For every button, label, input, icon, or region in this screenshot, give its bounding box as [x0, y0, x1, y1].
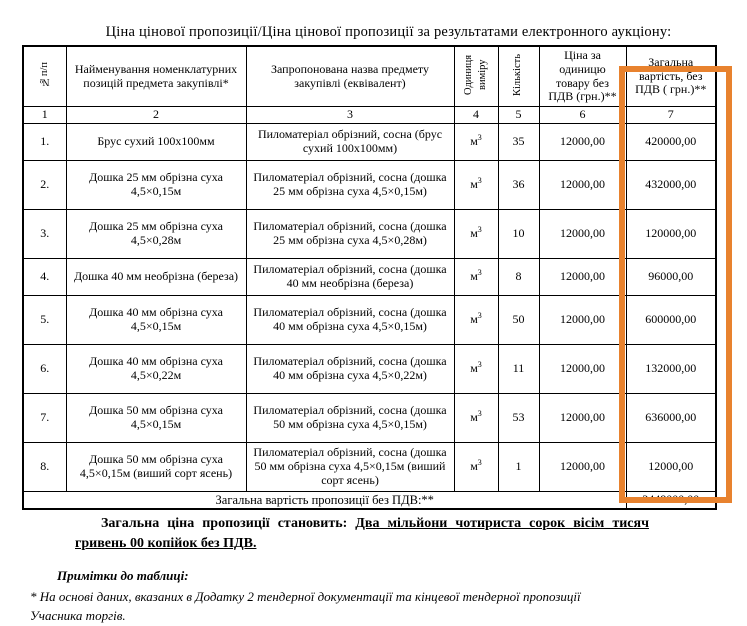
- item-name: Брус сухий 100х100мм: [66, 124, 246, 161]
- unit-cell: [454, 259, 498, 296]
- unit-sup: 3: [477, 409, 482, 419]
- unit-cell: [454, 161, 498, 210]
- header-unit-price: Ціна за одиницю товару без ПДВ (грн.)**: [539, 46, 626, 107]
- unit-price-cell: 12000,00: [539, 259, 626, 296]
- table-row: [23, 259, 716, 296]
- quantity-cell: 53: [498, 394, 539, 443]
- price-proposal-table: [22, 45, 717, 510]
- header-qty: [498, 46, 539, 107]
- table-row: [23, 394, 716, 443]
- column-number-row: [23, 107, 716, 124]
- header-total: Загальна вартість, без ПДВ ( грн.)**: [626, 46, 716, 107]
- unit-cell: [454, 443, 498, 492]
- unit-price-cell: 12000,00: [539, 210, 626, 259]
- proposed-name: Пиломатеріал обрізний, сосна (дошка 40 мм необрізна (береза): [246, 259, 454, 296]
- proposed-name: Пиломатеріал обрізний, сосна (дошка 50 мм обрізна суха 4,5×0,15м): [246, 394, 454, 443]
- item-name: Дошка 40 мм обрізна суха 4,5×0,22м: [66, 345, 246, 394]
- item-name: Дошка 40 мм обрізна суха 4,5×0,15м: [66, 296, 246, 345]
- total-price-words: Два мільйони чотириста сорок вісім тисяч гривень 00 копійок без ПДВ.: [75, 516, 649, 552]
- unit-base: м: [470, 226, 478, 241]
- proposed-name: Пиломатеріал обрізний, сосна (дошка 40 мм обрізна суха 4,5×0,22м): [246, 345, 454, 394]
- unit-price-cell: 12000,00: [539, 161, 626, 210]
- unit-base: м: [470, 134, 478, 149]
- item-name: Дошка 25 мм обрізна суха 4,5×0,28м: [66, 210, 246, 259]
- unit-price-cell: 12000,00: [539, 345, 626, 394]
- total-cell: 636000,00: [626, 394, 716, 443]
- note-item: * На основі даних, вказаних в Додатку 2 тендерної документації та кінцевої тендерної пропозиції Учасника торгів.: [30, 588, 581, 624]
- quantity-cell: 8: [498, 259, 539, 296]
- unit-sup: 3: [477, 268, 482, 278]
- header-proposed: Запропонована назва предмету закупівлі (еквівалент): [246, 46, 454, 107]
- item-name: Дошка 50 мм обрізна суха 4,5×0,15м: [66, 394, 246, 443]
- table-row: [23, 443, 716, 492]
- row-number: 1.: [23, 124, 66, 161]
- header-unit: [454, 46, 498, 107]
- row-number: 4.: [23, 259, 66, 296]
- item-name: Дошка 50 мм обрізна суха 4,5×0,15м (виший сорт ясень): [66, 443, 246, 492]
- total-cell: 12000,00: [626, 443, 716, 492]
- unit-base: м: [470, 269, 478, 284]
- table-row: [23, 210, 716, 259]
- row-number: 6.: [23, 345, 66, 394]
- unit-cell: [454, 210, 498, 259]
- quantity-cell: 10: [498, 210, 539, 259]
- table-row: [23, 124, 716, 161]
- table-row: [23, 296, 716, 345]
- unit-cell: [454, 296, 498, 345]
- document-page: [0, 24, 747, 624]
- unit-sup: 3: [477, 176, 482, 186]
- proposed-name: Пиломатеріал обрізний, сосна (брус сухий 100х100мм): [246, 124, 454, 161]
- unit-base: м: [470, 361, 478, 376]
- col-number: 3: [246, 107, 454, 124]
- proposed-name: Пиломатеріал обрізний, сосна (дошка 40 мм обрізна суха 4,5×0,15м): [246, 296, 454, 345]
- quantity-cell: 11: [498, 345, 539, 394]
- quantity-cell: 50: [498, 296, 539, 345]
- col-number: 2: [66, 107, 246, 124]
- col-number: 6: [539, 107, 626, 124]
- total-price-statement: [75, 514, 649, 555]
- total-cell: 132000,00: [626, 345, 716, 394]
- total-cell: 120000,00: [626, 210, 716, 259]
- unit-price-cell: 12000,00: [539, 394, 626, 443]
- header-unit-label: Одиниця виміру: [462, 54, 488, 95]
- unit-sup: 3: [477, 311, 482, 321]
- unit-cell: [454, 394, 498, 443]
- unit-base: м: [470, 459, 478, 474]
- table-row: [23, 161, 716, 210]
- header-qty-label: Кількість: [512, 53, 524, 96]
- header-name: Найменування номенклатурних позицій предмета закупівлі*: [66, 46, 246, 107]
- row-number: 2.: [23, 161, 66, 210]
- unit-sup: 3: [477, 360, 482, 370]
- header-num: [23, 46, 66, 107]
- grand-total-value: 2448000,00: [626, 492, 716, 510]
- unit-sup: 3: [477, 133, 482, 143]
- header-num-label: №п/п: [38, 62, 50, 88]
- notes-heading: Примітки до таблиці:: [57, 567, 189, 583]
- unit-price-cell: 12000,00: [539, 443, 626, 492]
- grand-total-label: Загальна вартість пропозиції без ПДВ:**: [23, 492, 626, 510]
- total-cell: 420000,00: [626, 124, 716, 161]
- proposed-name: Пиломатеріал обрізний, сосна (дошка 25 мм обрізна суха 4,5×0,28м): [246, 210, 454, 259]
- page-title: Ціна цінової пропозиції/Ціна цінової пропозиції за результатами електронного аукціону:: [105, 24, 672, 40]
- unit-price-cell: 12000,00: [539, 124, 626, 161]
- proposed-name: Пиломатеріал обрізний, сосна (дошка 25 мм обрізна суха 4,5×0,15м): [246, 161, 454, 210]
- quantity-cell: 35: [498, 124, 539, 161]
- table-total-row: [23, 492, 716, 510]
- table-row: [23, 345, 716, 394]
- col-number: 7: [626, 107, 716, 124]
- total-cell: 600000,00: [626, 296, 716, 345]
- unit-sup: 3: [477, 225, 482, 235]
- unit-price-cell: 12000,00: [539, 296, 626, 345]
- col-number: 4: [454, 107, 498, 124]
- row-number: 3.: [23, 210, 66, 259]
- unit-base: м: [470, 177, 478, 192]
- quantity-cell: 1: [498, 443, 539, 492]
- total-cell: 432000,00: [626, 161, 716, 210]
- row-number: 8.: [23, 443, 66, 492]
- proposed-name: Пиломатеріал обрізний, сосна (дошка 50 мм обрізна суха 4,5×0,15м (виший сорт ясень): [246, 443, 454, 492]
- total-cell: 96000,00: [626, 259, 716, 296]
- col-number: 5: [498, 107, 539, 124]
- row-number: 7.: [23, 394, 66, 443]
- unit-base: м: [470, 312, 478, 327]
- quantity-cell: 36: [498, 161, 539, 210]
- col-number: 1: [23, 107, 66, 124]
- total-price-prefix: Загальна ціна пропозиції становить:: [101, 516, 356, 532]
- unit-cell: [454, 345, 498, 394]
- item-name: Дошка 40 мм необрізна (береза): [66, 259, 246, 296]
- table-header-row: [23, 46, 716, 107]
- unit-base: м: [470, 410, 478, 425]
- unit-sup: 3: [477, 458, 482, 468]
- row-number: 5.: [23, 296, 66, 345]
- item-name: Дошка 25 мм обрізна суха 4,5×0,15м: [66, 161, 246, 210]
- unit-cell: [454, 124, 498, 161]
